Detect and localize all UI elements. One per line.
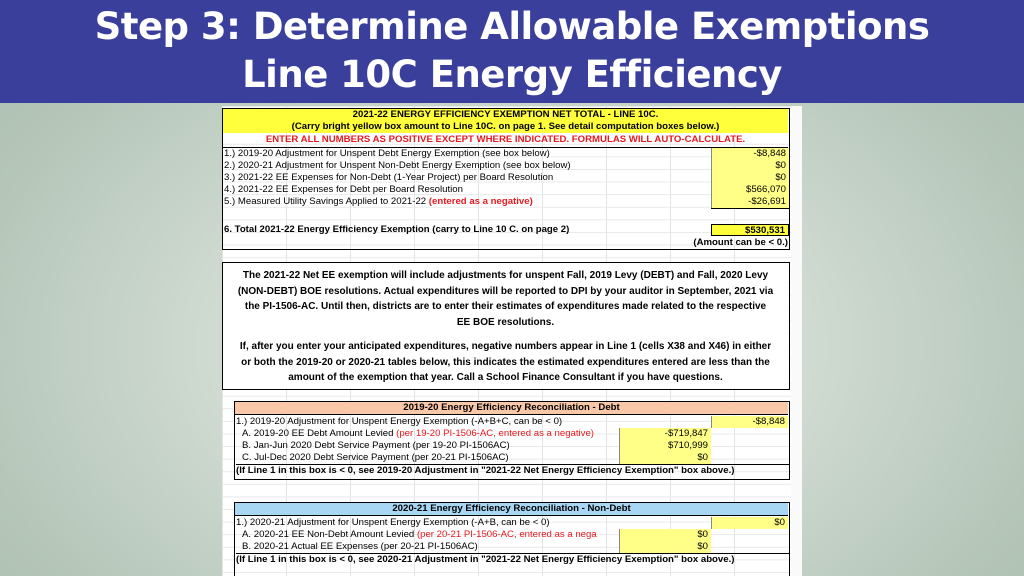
spreadsheet bbox=[222, 106, 791, 576]
debt-reconciliation-box bbox=[234, 401, 790, 480]
slide-header bbox=[0, 0, 1024, 103]
notes-line: EE BOE resolutions. bbox=[456, 316, 555, 328]
nondebt-footer: (If Line 1 in this box is < 0, see 2020-21 Adjustment in "2021-22 Net Energy Efficiency Exemption" box above.) bbox=[236, 553, 789, 566]
nondebt-line1-label: 1.) 2020-21 Adjustment for Unspent Energy Exemption (-A+B, can be < 0) bbox=[236, 517, 550, 528]
net-row-2-label: 2.) 2020-21 Adjustment for Unspent Non-Debt Energy Exemption (see box below) bbox=[224, 160, 571, 171]
debt-recon-title: 2019-20 Energy Efficiency Reconciliation - Debt bbox=[235, 402, 788, 415]
total-value[interactable]: $530,531 bbox=[711, 224, 789, 236]
nondebt-line1-value[interactable]: $0 bbox=[711, 517, 788, 529]
nondebt-b-value[interactable]: $0 bbox=[619, 541, 711, 553]
debt-a-label bbox=[242, 428, 594, 440]
slide-subtitle: Line 10C Energy Efficiency bbox=[242, 53, 782, 96]
net-row-1-value[interactable]: -$8,848 bbox=[711, 148, 789, 160]
net-row-5-value[interactable]: -$26,691 bbox=[711, 196, 789, 208]
debt-a-text: A. 2019-20 EE Debt Amount Levied bbox=[242, 428, 394, 439]
total-label: 6. Total 2021-22 Energy Efficiency Exemption (carry to Line 10 C. on page 2) bbox=[224, 224, 570, 235]
debt-b-label: B. Jan-Jun 2020 Debt Service Payment (per 19-20 PI-1506AC) bbox=[242, 440, 510, 451]
net-row-4-label: 4.) 2021-22 EE Expenses for Debt per Board Resolution bbox=[224, 184, 463, 195]
net-row-4-value[interactable]: $566,070 bbox=[711, 184, 789, 196]
nondebt-reconciliation-box bbox=[234, 502, 790, 576]
notes-line: amount of the exemption that year. Call a School Finance Consultant if you have questions. bbox=[288, 372, 723, 383]
notes-box bbox=[222, 262, 790, 390]
net-row-1-label: 1.) 2019-20 Adjustment for Unspent Debt Energy Exemption (see box below) bbox=[224, 148, 550, 159]
net-row-5-note: (entered as a negative) bbox=[428, 196, 533, 207]
debt-a-value[interactable]: -$719,847 bbox=[619, 428, 711, 440]
debt-line1-label: 1.) 2019-20 Adjustment for Unspent Energy Exemption (-A+B+C, can be < 0) bbox=[236, 416, 563, 427]
nondebt-a-value[interactable]: $0 bbox=[619, 529, 711, 541]
notes-line: or both the 2019-20 or 2020-21 tables below, this indicates the estimated expenditures entered are less than the bbox=[241, 356, 770, 368]
debt-c-value[interactable]: $0 bbox=[619, 452, 711, 464]
notes-paragraph-1 bbox=[223, 268, 788, 330]
nondebt-a-label bbox=[242, 529, 619, 541]
debt-footer: (If Line 1 in this box is < 0, see 2019-20 Adjustment in "2021-22 Net Energy Efficiency Exemption" box above.) bbox=[236, 464, 789, 477]
debt-line1-value[interactable]: -$8,848 bbox=[711, 416, 788, 428]
net-row-2-value[interactable]: $0 bbox=[711, 160, 789, 172]
slide-title: Step 3: Determine Allowable Exemptions bbox=[94, 5, 930, 48]
nondebt-a-note: (per 20-21 PI-1506-AC, entered as a nega bbox=[416, 529, 597, 540]
positive-numbers-warning: ENTER ALL NUMBERS AS POSITIVE EXCEPT WHERE INDICATED. FORMULAS WILL AUTO-CALCULATE. bbox=[265, 134, 746, 145]
nondebt-recon-title: 2020-21 Energy Efficiency Reconciliation - Non-Debt bbox=[235, 503, 788, 516]
net-total-box bbox=[222, 108, 790, 250]
net-total-instructions: (Carry bright yellow box amount to Line 10C. on page 1. See detail computation boxes below.) bbox=[223, 121, 788, 133]
debt-a-note: (per 19-20 PI-1506-AC, entered as a negative) bbox=[396, 428, 594, 439]
notes-line: The 2021-22 Net EE exemption will include adjustments for unspent Fall, 2019 Levy (DEBT) and Fall, 2020 Levy bbox=[242, 270, 769, 281]
net-total-header: 2021-22 ENERGY EFFICIENCY EXEMPTION NET TOTAL - LINE 10C. bbox=[223, 109, 788, 121]
net-row-3-value[interactable]: $0 bbox=[711, 172, 789, 184]
nondebt-a-text: A. 2020-21 EE Non-Debt Amount Levied bbox=[242, 529, 415, 540]
nondebt-b-label: B. 2020-21 Actual EE Expenses (per 20-21 PI-1506AC) bbox=[242, 541, 478, 552]
total-note: (Amount can be < 0.) bbox=[693, 237, 788, 248]
notes-line: If, after you enter your anticipated expenditures, negative numbers appear in Line 1 (cells X38 and X46) in either bbox=[239, 341, 772, 352]
debt-b-value[interactable]: $710,999 bbox=[619, 440, 711, 452]
debt-c-label: C. Jul-Dec 2020 Debt Service Payment (per 20-21 PI-1506AC) bbox=[242, 452, 509, 463]
notes-paragraph-2 bbox=[223, 339, 788, 386]
notes-line: the PI-1506-AC. Until then, districts are to enter their estimates of expenditures made related to the respective bbox=[244, 301, 767, 312]
net-row-3-label: 3.) 2021-22 EE Expenses for Non-Debt (1-Year Project) per Board Resolution bbox=[224, 172, 554, 183]
net-row-5-text: 5.) Measured Utility Savings Applied to 2021-22 bbox=[224, 196, 427, 207]
sheet-edge bbox=[791, 106, 802, 576]
net-row-5-label bbox=[224, 196, 533, 208]
notes-line: (NON-DEBT) BOE resolutions. Actual expenditures will be reported to DPI by your auditor in September, 2021 via bbox=[237, 285, 774, 297]
